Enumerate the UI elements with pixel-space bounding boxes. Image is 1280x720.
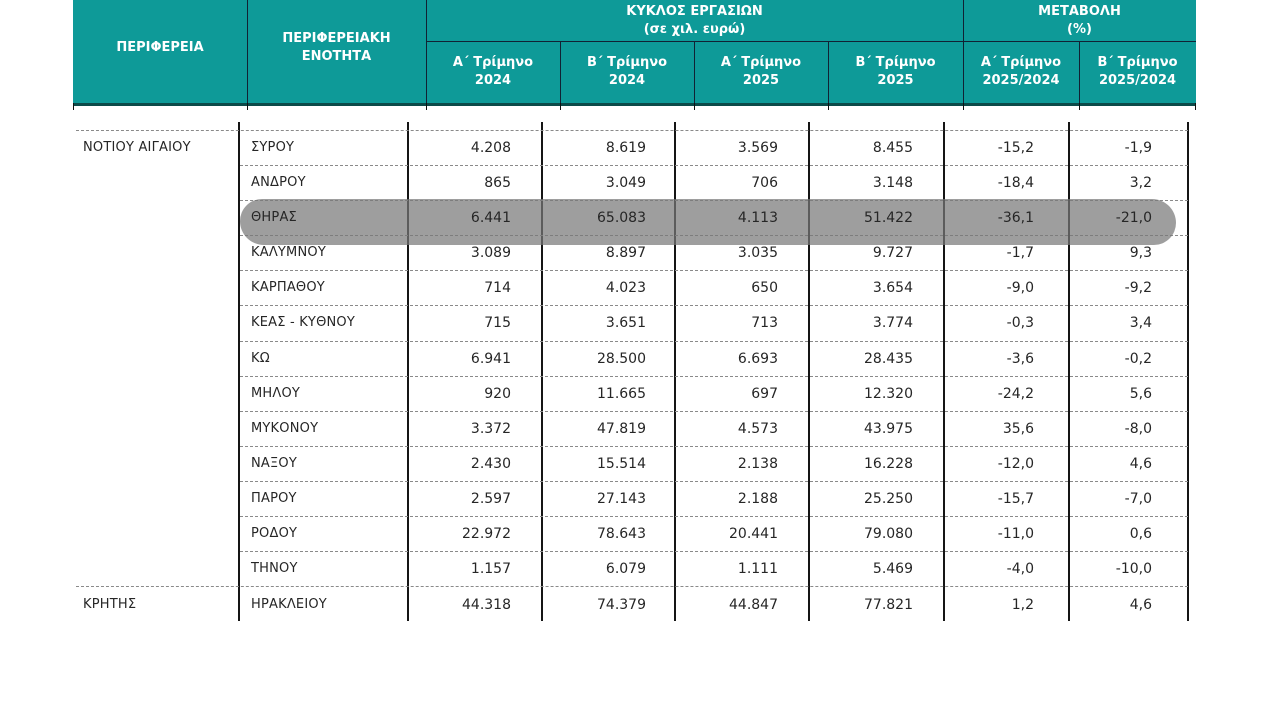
change-q1-cell: 1,2 [1011,596,1034,613]
group-header-change [963,0,1196,41]
table-row [0,341,1280,376]
subcol-line2: 2024 [608,73,646,88]
unit-cell: ΘΗΡΑΣ [251,210,297,225]
subcol-line2: 2025 [742,73,780,88]
region-cell [83,270,233,305]
q2-2025-cell: 28.435 [864,350,913,367]
change-q2-cell: -21,0 [1115,209,1152,226]
tick-mark [247,103,248,110]
q2-2024-cell: 3.049 [605,174,646,191]
change-q1-cell: -18,4 [997,174,1034,191]
table-row [0,165,1280,200]
q1-2024-cell: 4.208 [470,139,511,156]
subcol-line1: Α΄ Τρίμηνο [452,55,534,70]
col-header-unit [247,0,426,96]
group-header-turnover-line1: ΚΥΚΛΟΣ ΕΡΓΑΣΙΩΝ [626,3,763,19]
region-cell [83,481,233,516]
q1-2024-cell: 920 [484,385,511,402]
q2-2025-cell: 9.727 [872,244,913,261]
q2-2024-cell: 8.897 [605,244,646,261]
col-header-q2-2025 [828,41,963,103]
q1-2025-cell: 20.441 [729,525,778,542]
q2-2025-cell: 16.228 [864,455,913,472]
unit-cell: ΑΝΔΡΟΥ [251,175,306,190]
change-q1-cell: -36,1 [997,209,1034,226]
table-row [0,376,1280,411]
region-cell: ΝΟΤΙΟΥ ΑΙΓΑΙΟΥ [83,140,191,155]
change-q2-cell: -9,2 [1124,279,1152,296]
unit-cell: ΠΑΡΟΥ [251,491,297,506]
q2-2024-cell: 28.500 [597,350,646,367]
change-q2-cell: 3,4 [1129,314,1152,331]
q1-2024-cell: 3.089 [470,244,511,261]
region-cell [83,376,233,411]
col-header-change-q1 [963,41,1079,103]
change-q1-cell: -3,6 [1006,350,1034,367]
unit-cell: ΚΩ [251,351,270,366]
group-header-change-line1: ΜΕΤΑΒΟΛΗ [1038,3,1121,19]
change-q1-cell: 35,6 [1002,420,1034,437]
table-row [0,516,1280,551]
change-q1-cell: -15,7 [997,490,1034,507]
tick-mark [73,103,74,110]
col-header-q1-2025 [694,41,828,103]
group-header-turnover [426,0,963,41]
change-q2-cell: 4,6 [1129,596,1152,613]
q1-2025-cell: 650 [751,279,778,296]
tick-mark [1079,103,1080,110]
change-q2-cell: -8,0 [1124,420,1152,437]
q1-2024-cell: 714 [484,279,511,296]
q2-2024-cell: 4.023 [605,279,646,296]
q2-2025-cell: 5.469 [872,560,913,577]
col-header-region [73,0,247,96]
col-header-q1-2024 [426,41,560,103]
region-cell [83,165,233,200]
q1-2025-cell: 3.569 [737,139,778,156]
table-row [0,551,1280,586]
q1-2025-cell: 6.693 [737,350,778,367]
q2-2025-cell: 3.654 [872,279,913,296]
q1-2025-cell: 44.847 [729,596,778,613]
subcol-line2: 2025 [877,73,914,88]
q1-2024-cell: 2.597 [470,490,511,507]
q1-2024-cell: 1.157 [470,560,511,577]
subcol-line2: 2025/2024 [982,73,1060,88]
table-header [73,0,1196,106]
region-cell [83,446,233,481]
q1-2025-cell: 4.113 [737,209,778,226]
change-q1-cell: -0,3 [1006,314,1034,331]
unit-cell: ΡΟΔΟΥ [251,526,298,541]
q2-2025-cell: 8.455 [872,139,913,156]
region-cell [83,305,233,340]
q2-2024-cell: 6.079 [605,560,646,577]
change-q1-cell: -15,2 [997,139,1034,156]
q1-2024-cell: 6.941 [470,350,511,367]
q1-2024-cell: 44.318 [462,596,511,613]
q1-2024-cell: 865 [484,174,511,191]
col-header-unit-line2: ΕΝΟΤΗΤΑ [301,49,372,64]
table-row [0,235,1280,270]
q2-2024-cell: 11.665 [597,385,646,402]
region-cell [83,551,233,586]
unit-cell: ΣΥΡΟΥ [251,140,295,155]
unit-cell: ΜΥΚΟΝΟΥ [251,421,319,436]
region-cell [83,235,233,270]
q2-2025-cell: 12.320 [864,385,913,402]
q1-2025-cell: 706 [751,174,778,191]
table-row [0,587,1280,622]
q1-2025-cell: 2.188 [737,490,778,507]
subcol-line1: Β΄ Τρίμηνο [1097,55,1178,70]
region-cell: ΚΡΗΤΗΣ [83,597,137,612]
unit-cell: ΤΗΝΟΥ [251,561,298,576]
change-q2-cell: 9,3 [1129,244,1152,261]
tick-mark [560,103,561,110]
subcol-line2: 2024 [474,73,512,88]
q1-2025-cell: 697 [751,385,778,402]
tick-mark [828,103,829,110]
group-header-turnover-line2: (σε χιλ. ευρώ) [643,21,746,37]
table-row [0,270,1280,305]
region-cell [83,200,233,235]
q2-2024-cell: 47.819 [597,420,646,437]
change-q2-cell: 3,2 [1129,174,1152,191]
change-q2-cell: -0,2 [1124,350,1152,367]
q1-2025-cell: 2.138 [737,455,778,472]
q1-2024-cell: 715 [484,314,511,331]
table-row [0,411,1280,446]
change-q1-cell: -24,2 [997,385,1034,402]
q2-2024-cell: 78.643 [597,525,646,542]
unit-cell: ΗΡΑΚΛΕΙΟΥ [251,597,327,612]
region-cell [83,516,233,551]
q2-2025-cell: 79.080 [864,525,913,542]
table-row [0,305,1280,340]
change-q1-cell: -12,0 [997,455,1034,472]
col-header-unit-line1: ΠΕΡΙΦΕΡΕΙΑΚΗ [282,31,391,46]
q2-2025-cell: 3.148 [872,174,913,191]
col-header-q2-2024 [560,41,694,103]
q1-2024-cell: 22.972 [462,525,511,542]
q2-2024-cell: 15.514 [597,455,646,472]
col-header-region-label: ΠΕΡΙΦΕΡΕΙΑ [116,40,204,55]
change-q1-cell: -11,0 [997,525,1034,542]
tick-mark [694,103,695,110]
q1-2025-cell: 3.035 [737,244,778,261]
q2-2025-cell: 43.975 [864,420,913,437]
subcol-line1: Α΄ Τρίμηνο [980,55,1062,70]
table-row [0,446,1280,481]
subcol-line1: Α΄ Τρίμηνο [720,55,802,70]
change-q2-cell: -7,0 [1124,490,1152,507]
q1-2025-cell: 713 [751,314,778,331]
tick-mark [963,103,964,110]
table-row-highlighted [0,200,1280,235]
q2-2024-cell: 3.651 [605,314,646,331]
q2-2024-cell: 65.083 [597,209,646,226]
region-cell [83,341,233,376]
tick-mark [426,103,427,110]
subcol-line1: Β΄ Τρίμηνο [855,55,936,70]
tick-mark [1195,103,1196,110]
q2-2025-cell: 51.422 [864,209,913,226]
subcol-line1: Β΄ Τρίμηνο [586,55,668,70]
change-q1-cell: -4,0 [1006,560,1034,577]
unit-cell: ΚΕΑΣ - ΚΥΘΝΟΥ [251,315,355,330]
region-cell [83,411,233,446]
unit-cell: ΚΑΛΥΜΝΟΥ [251,245,326,260]
change-q2-cell: -1,9 [1124,139,1152,156]
q1-2024-cell: 6.441 [470,209,511,226]
q2-2025-cell: 25.250 [864,490,913,507]
table-row [0,130,1280,165]
col-header-change-q2 [1079,41,1196,103]
q1-2024-cell: 2.430 [470,455,511,472]
q1-2025-cell: 4.573 [737,420,778,437]
subcol-line2: 2025/2024 [1098,73,1177,88]
q1-2025-cell: 1.111 [737,560,778,577]
unit-cell: ΚΑΡΠΑΘΟΥ [251,280,325,295]
change-q2-cell: 5,6 [1129,385,1152,402]
q2-2024-cell: 74.379 [597,596,646,613]
unit-cell: ΝΑΞΟΥ [251,456,298,471]
unit-cell: ΜΗΛΟΥ [251,386,301,401]
group-header-change-line2: (%) [1067,21,1092,37]
change-q1-cell: -9,0 [1006,279,1034,296]
q2-2024-cell: 27.143 [597,490,646,507]
change-q2-cell: 4,6 [1129,455,1152,472]
change-q2-cell: 0,6 [1129,525,1152,542]
change-q1-cell: -1,7 [1006,244,1034,261]
q2-2025-cell: 3.774 [872,314,913,331]
q2-2024-cell: 8.619 [605,139,646,156]
table-row [0,481,1280,516]
change-q2-cell: -10,0 [1115,560,1152,577]
q1-2024-cell: 3.372 [470,420,511,437]
q2-2025-cell: 77.821 [864,596,913,613]
